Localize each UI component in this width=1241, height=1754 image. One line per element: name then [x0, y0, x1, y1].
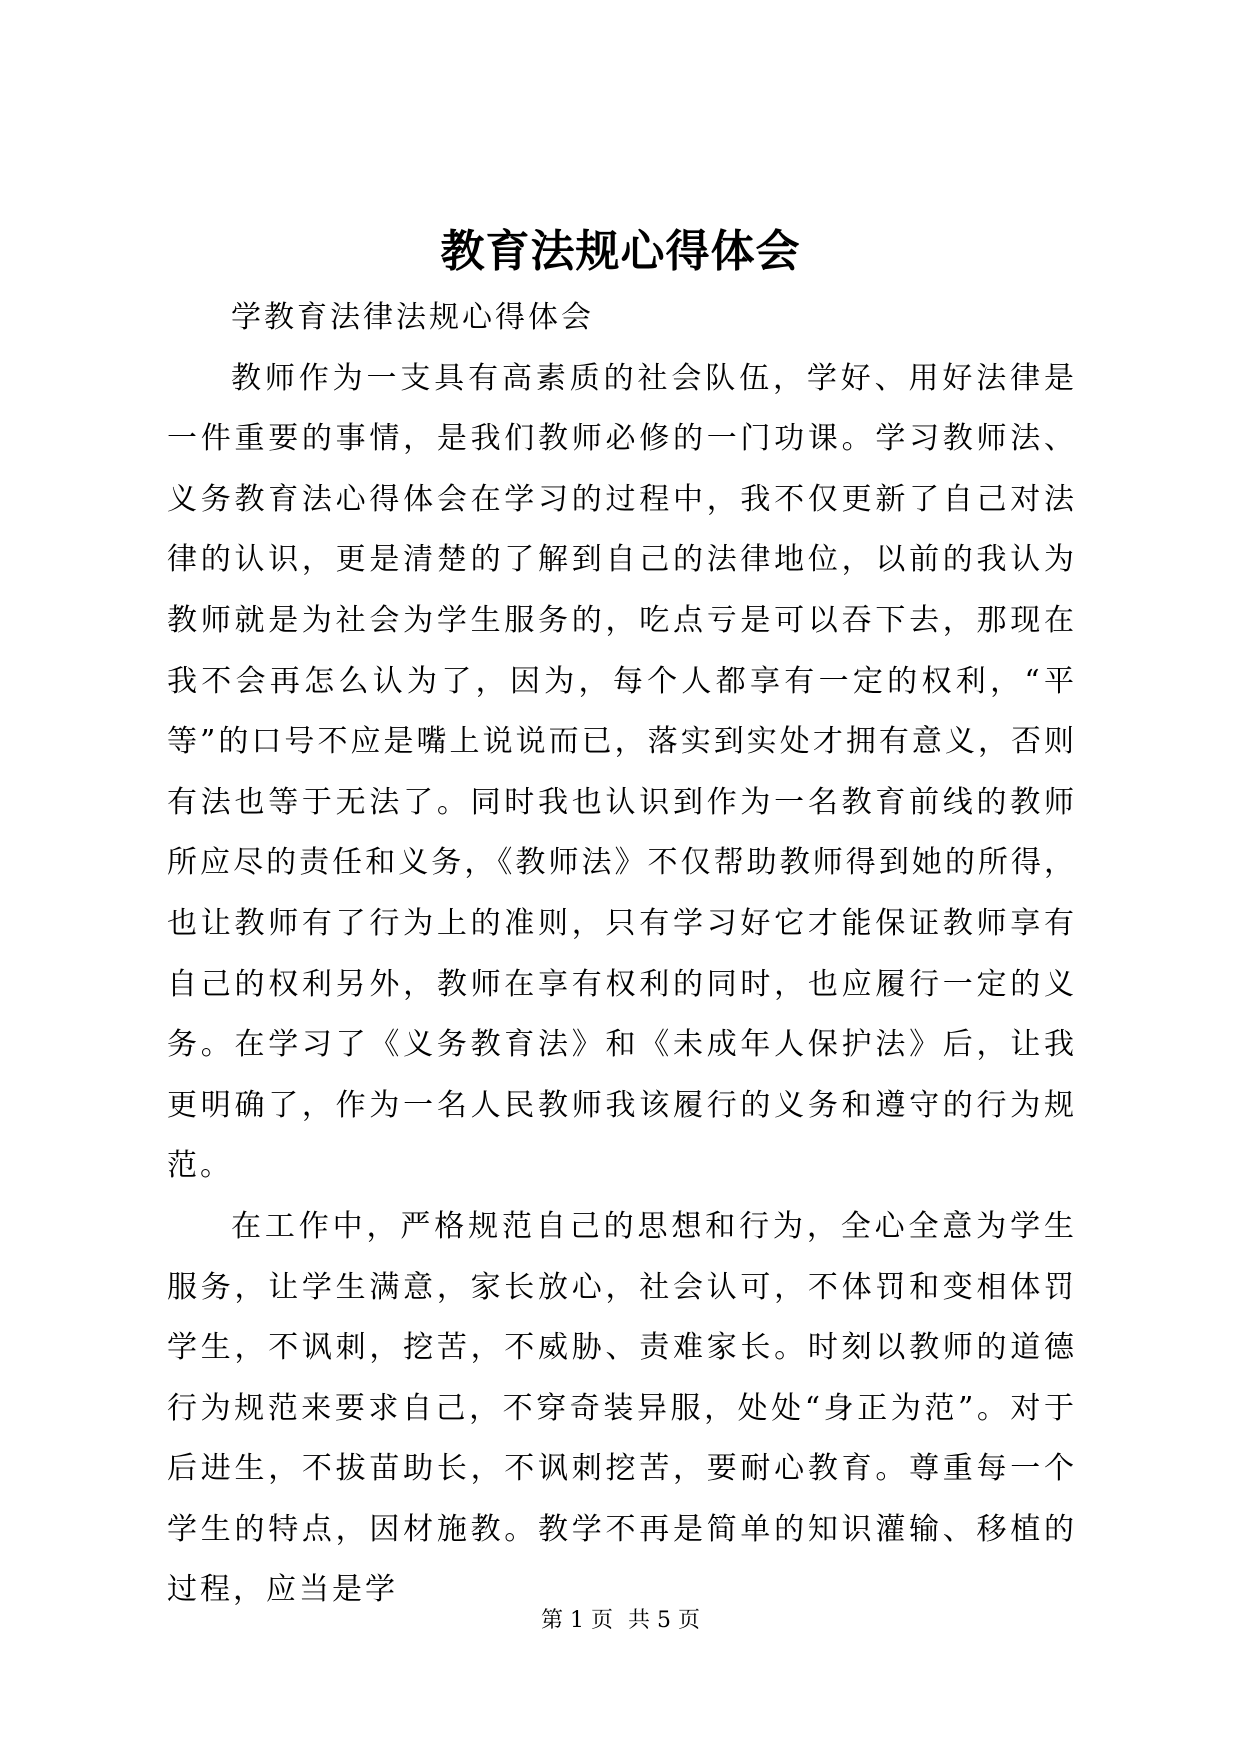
- page-total: 共 5 页: [628, 1608, 700, 1633]
- page-title: 教育法规心得体会: [440, 226, 801, 277]
- paragraph-2: 在工作中，严格规范自己的思想和行为，全心全意为学生服务，让学生满意，家长放心，社会认可，不体罚和变相体罚学生，不讽刺，挖苦，不威胁、责难家长。时刻以教师的道德行为规范来要求自己，不穿奇装异服，处处“身正为范”。对于后进生，不拔苗助长，不讽刺挖苦，要耐心教育。尊重每一个学生的特点，因材施教。教学不再是简单的知识灌输、移植的过程，应当是学: [167, 1208, 1077, 1608]
- page-number: 第 1 页: [541, 1608, 613, 1633]
- paragraph-1: 教师作为一支具有高素质的社会队伍，学好、用好法律是一件重要的事情，是我们教师必修的一门功课。学习教师法、义务教育法心得体会在学习的过程中，我不仅更新了自己对法律的认识，更是清楚的了解到自己的法律地位，以前的我认为教师就是为社会为学生服务的，吃点亏是可以吞下去，那现在我不会再怎么认为了，因为，每个人都享有一定的权利，“平等”的口号不应是嘴上说说而已，落实到实处才拥有意义，否则有法也等于无法了。同时我也认识到作为一名教育前线的教师所应尽的责任和义务，《教师法》不仅帮助教师得到她的所得，也让教师有了行为上的准则，只有学习好它才能保证教师享有自己的权利另外，教师在享有权利的同时，也应履行一定的义务。在学习了《义务教育法》和《未成年人保护法》后，让我更明确了，作为一名人民教师我该履行的义务和遵守的行为规范。: [167, 360, 1077, 1184]
- page-footer: [0, 1606, 1241, 1636]
- document-body: [167, 288, 1077, 1621]
- document-subtitle: 学教育法律法规心得体会: [231, 300, 594, 335]
